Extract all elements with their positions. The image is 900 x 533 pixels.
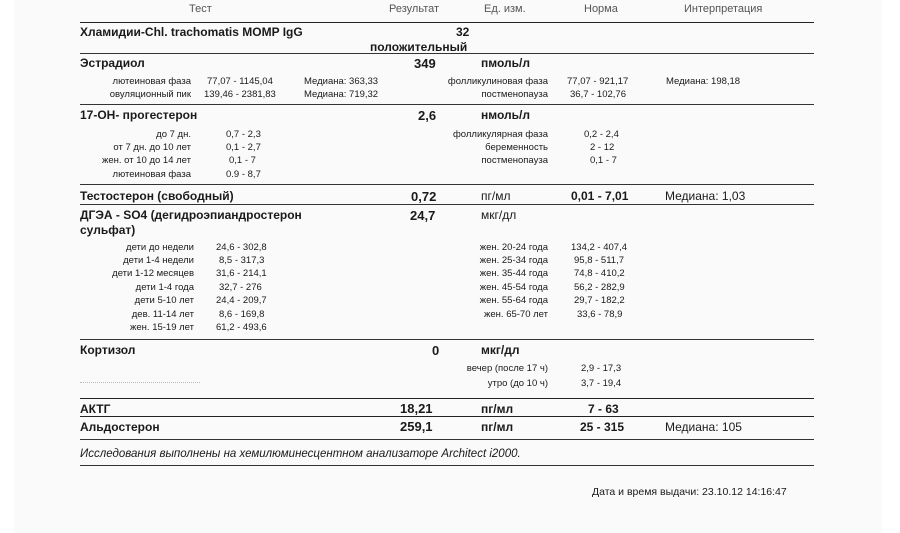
ohp-label: от 7 дн. до 10 лет <box>113 142 191 153</box>
cortisol-range: 2,9 - 17,3 <box>581 363 622 374</box>
dhea-label: дети 1-12 месяцев <box>112 268 194 279</box>
chlamydia-result: положительный <box>370 40 468 54</box>
acth-value: 18,21 <box>400 401 433 416</box>
chlamydia-name: Хламидии-Chl. trachomatis MOMP IgG <box>80 25 303 39</box>
dhea-range: 61,2 - 493,6 <box>216 322 267 333</box>
testosterone-range: 0,01 - 7,01 <box>571 189 629 203</box>
estradiol-phase2: фолликулиновая фаза <box>447 76 548 87</box>
dhea-label: жен. 35-44 года <box>479 268 548 279</box>
dhea-label: дети 1-4 недели <box>123 255 194 266</box>
dhea-range: 24,4 - 209,7 <box>216 295 267 306</box>
cortisol-value: 0 <box>432 343 440 358</box>
ohp-label: до 7 дн. <box>156 129 191 140</box>
ohp-range: 0.9 - 8,7 <box>226 169 261 180</box>
dhea-label: жен. 15-19 лет <box>130 322 194 333</box>
dhea-range: 56,2 - 282,9 <box>574 282 625 293</box>
ohp-name: 17-ОН- прогестерон <box>80 108 198 122</box>
ohp-range: 0,7 - 2,3 <box>226 129 261 140</box>
ohp-range: 0,1 - 7 <box>590 155 617 166</box>
dhea-label: жен. 65-70 лет <box>484 309 548 320</box>
dhea-unit: мкг/дл <box>481 208 517 222</box>
estradiol-median: Медиана: 719,32 <box>304 89 379 100</box>
ohp-range: 0,1 - 7 <box>229 155 256 166</box>
cortisol-unit: мкг/дл <box>481 343 520 357</box>
testosterone-median: Медиана: 1,03 <box>665 189 746 203</box>
estradiol-range2: 77,07 - 921,17 <box>567 76 629 87</box>
scan-noise <box>80 382 200 384</box>
estradiol-range2: 36,7 - 102,76 <box>570 89 626 100</box>
divider <box>80 53 814 54</box>
ohp-label: постменопауза <box>481 155 548 166</box>
ohp-value: 2,6 <box>418 108 437 123</box>
dhea-label: жен. 25-34 года <box>479 255 548 266</box>
ohp-range: 0,2 - 2,4 <box>584 129 619 140</box>
ohp-range: 2 - 12 <box>590 142 615 153</box>
header-test: Тест <box>189 3 212 15</box>
divider <box>80 439 814 440</box>
dhea-range: 8,5 - 317,3 <box>219 255 265 266</box>
header-divider <box>80 22 814 23</box>
acth-name: АКТГ <box>80 402 111 416</box>
dhea-value: 24,7 <box>410 208 436 223</box>
dhea-range: 29,7 - 182,2 <box>574 295 625 306</box>
dhea-range: 32,7 - 276 <box>219 282 262 293</box>
cortisol-label: вечер (после 17 ч) <box>466 363 548 374</box>
divider <box>80 398 814 399</box>
estradiol-range: 139,46 - 2381,83 <box>204 89 276 100</box>
issue-datetime: Дата и время выдачи: 23.10.12 14:16:47 <box>592 486 787 498</box>
aldosterone-name: Альдостерон <box>80 420 160 434</box>
dhea-range: 24,6 - 302,8 <box>216 242 267 253</box>
dhea-label: дети 5-10 лет <box>134 295 194 306</box>
header-result: Результат <box>389 3 440 15</box>
ohp-range: 0,1 - 2,7 <box>226 142 261 153</box>
acth-range: 7 - 63 <box>588 402 619 416</box>
dhea-range: 8,6 - 169,8 <box>219 309 265 320</box>
cortisol-name: Кортизол <box>80 343 136 357</box>
estradiol-range: 77,07 - 1145,04 <box>207 76 273 87</box>
divider <box>80 339 814 340</box>
acth-unit: пг/мл <box>481 402 514 416</box>
divider <box>80 184 814 185</box>
testosterone-value: 0,72 <box>411 189 437 204</box>
ohp-label: лютеиновая фаза <box>112 169 191 180</box>
ohp-label: беременность <box>485 142 548 153</box>
testosterone-name: Тестостерон (свободный) <box>80 189 234 203</box>
header-norm: Норма <box>584 3 618 15</box>
dhea-label: дети 1-4 года <box>135 282 194 293</box>
header-interpretation: Интерпретация <box>684 3 763 15</box>
testosterone-unit: пг/мл <box>481 189 511 203</box>
analyzer-note: Исследования выполнены на хемилюминесцентном анализаторе Architect i2000. <box>80 448 521 460</box>
estradiol-median2: Медиана: 198,18 <box>666 76 741 87</box>
aldosterone-unit: пг/мл <box>481 420 514 434</box>
divider <box>80 416 814 417</box>
ohp-label: фолликулярная фаза <box>452 129 548 140</box>
dhea-name-line1: ДГЭА - SO4 (дегидроэпиандростерон <box>80 208 302 222</box>
estradiol-name: Эстрадиол <box>80 56 145 70</box>
chlamydia-value: 32 <box>456 25 470 39</box>
header-unit: Ед. изм. <box>484 3 526 15</box>
dhea-range: 33,6 - 78,9 <box>577 309 623 320</box>
divider <box>80 204 814 205</box>
dhea-range: 74,8 - 410,2 <box>574 268 625 279</box>
divider <box>80 104 814 105</box>
aldosterone-range: 25 - 315 <box>580 420 625 434</box>
aldosterone-value: 259,1 <box>400 419 433 434</box>
divider <box>80 465 814 466</box>
dhea-label: жен. 20-24 года <box>479 242 548 253</box>
lab-report-sheet <box>14 0 882 533</box>
estradiol-phase2: постменопауза <box>481 89 548 100</box>
dhea-range: 95,8 - 511,7 <box>574 255 625 266</box>
estradiol-phase: лютеиновая фаза <box>112 76 191 87</box>
dhea-label: дев. 11-14 лет <box>131 309 194 320</box>
dhea-range: 31,6 - 214,1 <box>216 268 267 279</box>
dhea-label: дети до недели <box>126 242 194 253</box>
estradiol-unit: пмоль/л <box>481 56 530 70</box>
estradiol-phase: овуляционный пик <box>109 89 191 100</box>
estradiol-value: 349 <box>414 56 436 71</box>
cortisol-range: 3,7 - 19,4 <box>581 378 622 389</box>
dhea-range: 134,2 - 407,4 <box>571 242 627 253</box>
dhea-label: жен. 55-64 года <box>479 295 548 306</box>
ohp-unit: нмоль/л <box>481 108 530 122</box>
cortisol-label: утро (до 10 ч) <box>487 378 548 389</box>
aldosterone-median: Медиана: 105 <box>665 420 742 434</box>
dhea-name-line2: сульфат) <box>80 223 136 237</box>
estradiol-median: Медиана: 363,33 <box>304 76 379 87</box>
dhea-label: жен. 45-54 года <box>479 282 548 293</box>
ohp-label: жен. от 10 до 14 лет <box>102 155 191 166</box>
